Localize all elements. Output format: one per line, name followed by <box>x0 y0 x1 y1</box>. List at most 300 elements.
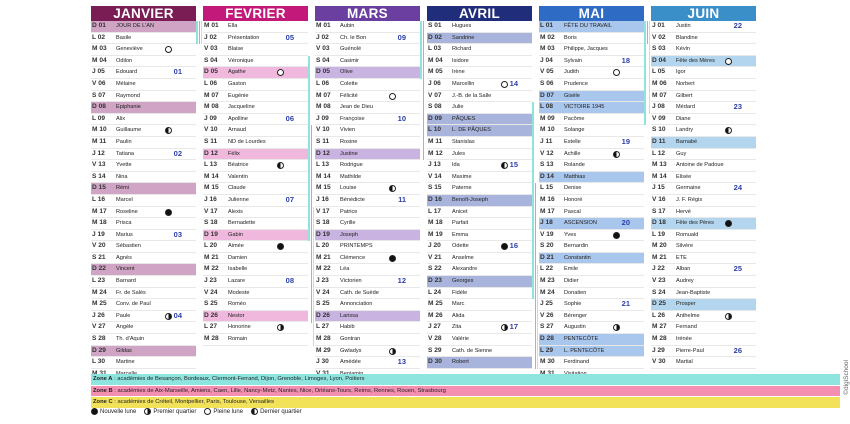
day-row <box>91 125 196 137</box>
day-row <box>91 346 196 358</box>
week-number: 13 <box>397 357 406 367</box>
saint-name: Sébastien <box>116 243 141 250</box>
saint-name: ND de Lourdes <box>228 138 266 145</box>
day-row <box>315 299 420 311</box>
week-number: 25 <box>733 264 742 274</box>
day-row <box>427 114 532 126</box>
saint-name: Georges <box>452 278 474 285</box>
saint-name: Elisée <box>676 173 692 180</box>
day-number: V 13 <box>92 161 106 169</box>
day-number: L 27 <box>316 323 330 331</box>
saint-name: Anthelme <box>676 312 700 319</box>
day-row <box>427 160 532 172</box>
day-row <box>651 230 756 242</box>
day-number: D 16 <box>428 195 442 203</box>
saint-name: Rolande <box>564 162 585 169</box>
saint-name: Présentation <box>228 34 260 41</box>
day-number: J 15 <box>652 184 665 192</box>
saint-name: Estelle <box>564 138 581 145</box>
day-number: M 21 <box>316 253 331 261</box>
day-number: V 03 <box>204 45 218 53</box>
last-quarter-icon <box>613 151 620 158</box>
day-number: J 08 <box>652 103 665 111</box>
day-number: M 20 <box>652 242 667 250</box>
day-number: S 25 <box>316 300 330 308</box>
day-number: M 10 <box>92 126 107 134</box>
saint-name: Marcellin <box>452 80 475 87</box>
legend-last-quarter-label: Dernier quartier <box>260 408 302 415</box>
day-number: M 04 <box>428 56 443 64</box>
day-row <box>651 299 756 311</box>
day-row <box>651 67 756 79</box>
day-number: D 18 <box>652 219 666 227</box>
day-row <box>203 207 308 219</box>
day-row <box>203 125 308 137</box>
day-number: M 07 <box>204 91 219 99</box>
day-number: J 12 <box>92 149 105 157</box>
day-row <box>427 149 532 161</box>
day-number: S 03 <box>652 45 666 53</box>
day-number: S 20 <box>540 242 554 250</box>
day-row <box>651 288 756 300</box>
day-row <box>315 91 420 103</box>
day-number: L 08 <box>540 103 554 111</box>
zone-b-row <box>91 386 840 397</box>
day-number: L 10 <box>428 126 442 134</box>
day-row <box>203 276 308 288</box>
day-number: V 21 <box>428 253 442 261</box>
day-row <box>91 33 196 45</box>
day-row <box>427 33 532 45</box>
day-row <box>315 253 420 265</box>
saint-name: Conv. de Paul <box>116 301 151 308</box>
day-row <box>91 195 196 207</box>
day-row <box>539 149 644 161</box>
day-number: M 03 <box>92 45 107 53</box>
legend-new-moon <box>91 408 136 415</box>
day-number: J 16 <box>204 195 217 203</box>
day-number: J 01 <box>652 22 665 29</box>
saint-name: Fête des Pères <box>676 220 714 227</box>
day-row <box>427 56 532 68</box>
saint-name: Cath. de Suède <box>340 289 379 296</box>
day-row <box>91 322 196 334</box>
saint-name: Odette <box>452 243 469 250</box>
day-row <box>91 218 196 230</box>
saint-name: Martine <box>116 359 135 366</box>
day-row <box>91 160 196 172</box>
saint-name: Donatien <box>564 289 587 296</box>
saint-name: Irénée <box>676 336 692 343</box>
week-number: 04 <box>173 310 182 320</box>
saint-name: Bénédicte <box>340 196 365 203</box>
day-row <box>91 311 196 323</box>
day-number: L 06 <box>204 79 218 87</box>
day-number: M 14 <box>652 172 667 180</box>
day-number: M 29 <box>316 346 331 354</box>
saint-name: Roméo <box>228 301 247 308</box>
day-number: S 07 <box>92 91 106 99</box>
saint-name: Agnès <box>116 254 132 261</box>
day-number: J 05 <box>92 68 105 76</box>
day-number: D 07 <box>540 91 554 99</box>
day-row <box>651 137 756 149</box>
saint-name: Roseline <box>116 208 138 215</box>
saint-name: Jean-Baptiste <box>676 289 711 296</box>
saint-name: Marc <box>452 301 465 308</box>
copyright: ©digiSchool <box>843 360 850 395</box>
day-row <box>315 288 420 300</box>
saint-name: Kévin <box>676 46 690 53</box>
zone-a-label: Zone A <box>93 376 113 382</box>
saint-name: Cath. de Sienne <box>452 347 493 354</box>
day-number: D 21 <box>540 253 554 261</box>
saint-name: Maxime <box>452 173 472 180</box>
day-number: L 19 <box>652 230 666 238</box>
day-number: V 14 <box>428 172 442 180</box>
month-fevrier <box>203 6 308 346</box>
legend-first-quarter-label: Premier quartier <box>153 408 197 415</box>
saint-name: Yvette <box>116 162 132 169</box>
day-row <box>315 183 420 195</box>
saint-name: Emile <box>564 266 578 273</box>
day-number: J 11 <box>540 137 553 145</box>
saint-name: Basile <box>116 34 132 41</box>
day-number: M 28 <box>316 335 331 343</box>
day-row <box>651 334 756 346</box>
day-row <box>539 21 644 33</box>
week-number: 06 <box>285 113 294 123</box>
day-list <box>427 21 532 369</box>
day-row <box>427 137 532 149</box>
day-number: V 24 <box>204 288 218 296</box>
saint-name: Paterne <box>452 185 472 192</box>
day-row <box>91 137 196 149</box>
saint-name: Pascal <box>564 208 581 215</box>
saint-name: Matthias <box>564 173 586 180</box>
day-row <box>539 230 644 242</box>
zone-c-label: Zone C <box>93 399 113 406</box>
day-row <box>315 102 420 114</box>
day-number: L 02 <box>92 33 106 41</box>
saint-name: PRINTEMPS <box>340 243 373 250</box>
day-number: L 01 <box>540 22 554 29</box>
day-row <box>203 334 308 346</box>
saint-name: L. DE PÂQUES <box>452 127 491 134</box>
saint-name: Paule <box>116 312 131 319</box>
day-row <box>315 276 420 288</box>
saint-name: Larissa <box>340 312 359 319</box>
day-row <box>315 322 420 334</box>
day-row <box>203 44 308 56</box>
day-number: J 25 <box>540 300 553 308</box>
saint-name: Gaston <box>228 80 247 87</box>
day-row <box>651 264 756 276</box>
day-number: M 30 <box>540 358 555 366</box>
day-row <box>91 183 196 195</box>
saint-name: Prosper <box>676 301 696 308</box>
saint-name: Fête des Mères <box>676 57 715 64</box>
day-row <box>651 102 756 114</box>
saint-name: Arnaud <box>228 127 247 134</box>
saint-name: Igor <box>676 69 686 76</box>
day-row <box>539 357 644 369</box>
day-number: S 14 <box>92 172 106 180</box>
day-number: S 28 <box>92 335 106 343</box>
day-row <box>427 264 532 276</box>
week-number: 15 <box>509 160 518 170</box>
day-number: D 08 <box>92 103 106 111</box>
legend-first-quarter <box>144 408 196 415</box>
week-number: 07 <box>285 194 294 204</box>
day-row <box>91 241 196 253</box>
moon-legend <box>91 408 302 415</box>
day-number: M 22 <box>204 265 219 273</box>
week-number: 21 <box>621 299 630 309</box>
saint-name: Justin <box>676 23 691 29</box>
week-number: 26 <box>733 345 742 355</box>
day-number: S 21 <box>92 253 106 261</box>
day-row <box>651 172 756 184</box>
day-row <box>91 334 196 346</box>
day-row <box>315 230 420 242</box>
day-number: J 02 <box>204 33 217 41</box>
day-number: J 09 <box>316 114 329 122</box>
saint-name: Claude <box>228 185 246 192</box>
day-list <box>539 21 644 380</box>
day-row <box>539 137 644 149</box>
day-row <box>539 288 644 300</box>
saint-name: Mathilde <box>340 173 362 180</box>
full-moon-icon <box>501 81 508 88</box>
saint-name: Aubin <box>340 23 355 29</box>
saint-name: Léa <box>340 266 350 273</box>
day-number: L 29 <box>540 346 554 354</box>
day-row <box>539 67 644 79</box>
day-row <box>315 56 420 68</box>
saint-name: Augustin <box>564 324 586 331</box>
week-number: 01 <box>173 67 182 77</box>
day-list <box>315 21 420 380</box>
day-row <box>315 172 420 184</box>
saint-name: Médard <box>676 104 695 111</box>
month-header: JUIN <box>651 6 756 21</box>
saint-name: J.-B. de la Salle <box>452 92 492 99</box>
saint-name: Alida <box>452 312 465 319</box>
saint-name: Paulin <box>116 138 132 145</box>
day-row <box>91 276 196 288</box>
saint-name: Edouard <box>116 69 138 76</box>
week-number: 18 <box>621 55 630 65</box>
saint-name: Denise <box>564 185 582 192</box>
month-mai <box>539 6 644 380</box>
day-number: S 22 <box>428 265 442 273</box>
day-number: S 18 <box>204 219 218 227</box>
day-number: S 27 <box>540 323 554 331</box>
day-row <box>91 207 196 219</box>
day-number: S 11 <box>204 137 218 145</box>
day-number: L 09 <box>92 114 106 122</box>
saint-name: Gontran <box>340 336 361 343</box>
saint-name: Bérenger <box>564 312 588 319</box>
saint-name: Valérie <box>452 336 469 343</box>
saint-name: Nestor <box>228 312 245 319</box>
day-row <box>315 357 420 369</box>
day-number: D 01 <box>92 22 106 29</box>
day-number: M 01 <box>204 22 219 29</box>
day-number: V 28 <box>428 335 442 343</box>
day-number: V 03 <box>316 45 330 53</box>
day-number: M 10 <box>540 126 555 134</box>
day-row <box>651 241 756 253</box>
day-number: L 13 <box>204 161 218 169</box>
saint-name: Parfait <box>452 220 469 227</box>
day-row <box>203 102 308 114</box>
saint-name: Diane <box>676 115 691 122</box>
saint-name: Julienne <box>228 196 249 203</box>
day-number: J 02 <box>316 33 329 41</box>
day-row <box>427 207 532 219</box>
day-number: V 05 <box>540 68 554 76</box>
day-number: V 30 <box>652 358 666 366</box>
saint-name: Alix <box>116 115 126 122</box>
day-row <box>539 241 644 253</box>
saint-name: Irène <box>452 69 465 76</box>
saint-name: VICTOIRE 1945 <box>564 104 605 111</box>
day-row <box>427 218 532 230</box>
day-list <box>203 21 308 346</box>
day-row <box>427 79 532 91</box>
day-number: L 16 <box>92 195 106 203</box>
saint-name: Guillaume <box>116 127 142 134</box>
day-number: S 17 <box>652 207 666 215</box>
day-row <box>539 207 644 219</box>
saint-name: Rodrigue <box>340 162 363 169</box>
week-number: 14 <box>509 78 518 88</box>
day-row <box>91 67 196 79</box>
day-row <box>651 114 756 126</box>
saint-name: Aimée <box>228 243 244 250</box>
day-row <box>539 44 644 56</box>
day-row <box>539 218 644 230</box>
day-row <box>427 91 532 103</box>
saint-name: Cyrille <box>340 220 356 227</box>
legend-last-quarter <box>251 408 302 415</box>
day-row <box>91 253 196 265</box>
saint-name: Damien <box>228 254 248 261</box>
saint-name: Gisèle <box>564 92 580 99</box>
day-number: V 16 <box>652 195 666 203</box>
saint-name: Emma <box>452 231 469 238</box>
saint-name: Robert <box>452 359 469 366</box>
day-number: L 12 <box>652 149 666 157</box>
saint-name: Th. d'Aquin <box>116 336 145 343</box>
day-row <box>651 160 756 172</box>
saint-name: Norbert <box>676 80 695 87</box>
day-number: M 25 <box>92 300 107 308</box>
day-number: M 18 <box>428 219 443 227</box>
day-number: V 19 <box>540 230 554 238</box>
day-number: D 12 <box>204 149 218 157</box>
saint-name: Alexandre <box>452 266 478 273</box>
day-row <box>427 311 532 323</box>
legend-full-moon <box>204 408 243 415</box>
day-row <box>315 125 420 137</box>
day-row <box>427 172 532 184</box>
day-number: M 25 <box>428 300 443 308</box>
saint-name: Habib <box>340 324 355 331</box>
day-number: J 18 <box>540 219 553 227</box>
day-row <box>651 311 756 323</box>
saint-name: Julie <box>452 104 464 111</box>
day-number: D 14 <box>540 172 554 180</box>
day-number: S 18 <box>316 219 330 227</box>
day-row <box>539 160 644 172</box>
day-number: M 08 <box>316 103 331 111</box>
day-row <box>203 218 308 230</box>
day-row <box>539 114 644 126</box>
saint-name: Angèle <box>116 324 134 331</box>
day-row <box>651 322 756 334</box>
saint-name: Fr. de Salès <box>116 289 146 296</box>
day-row <box>91 357 196 369</box>
day-number: M 03 <box>540 45 555 53</box>
day-number: L 17 <box>428 207 442 215</box>
day-row <box>651 125 756 137</box>
saint-name: Antoine de Padoue <box>676 162 724 169</box>
day-number: D 23 <box>428 277 442 285</box>
day-row <box>315 218 420 230</box>
day-row <box>539 183 644 195</box>
week-number: 02 <box>173 148 182 158</box>
day-number: J 30 <box>316 358 329 366</box>
day-row <box>427 334 532 346</box>
day-number: M 28 <box>204 335 219 343</box>
saint-name: Barnabé <box>676 138 698 145</box>
day-number: M 04 <box>92 56 107 64</box>
saint-name: Barnard <box>116 278 136 285</box>
new-moon-icon <box>165 209 172 216</box>
day-number: J 22 <box>652 265 665 273</box>
saint-name: Zita <box>452 324 462 331</box>
saint-name: Vincent <box>116 266 135 273</box>
day-row <box>203 91 308 103</box>
day-row <box>427 21 532 33</box>
day-row <box>539 276 644 288</box>
saint-name: Olive <box>340 69 353 76</box>
day-number: J 23 <box>204 277 217 285</box>
day-number: S 11 <box>316 137 330 145</box>
saint-name: Félicité <box>340 92 358 99</box>
day-number: M 15 <box>204 184 219 192</box>
day-row <box>315 137 420 149</box>
day-row <box>427 276 532 288</box>
day-row <box>427 183 532 195</box>
saint-name: Jules <box>452 150 466 157</box>
day-number: M 21 <box>204 253 219 261</box>
day-number: L 13 <box>316 161 330 169</box>
day-number: J 23 <box>316 277 329 285</box>
day-row <box>651 183 756 195</box>
day-number: J 04 <box>540 56 553 64</box>
day-row <box>651 149 756 161</box>
saint-name: Ferdinand <box>564 359 590 366</box>
day-number: V 17 <box>316 207 330 215</box>
day-row <box>427 195 532 207</box>
first-quarter-icon <box>725 313 732 320</box>
day-number: J 13 <box>428 161 441 169</box>
day-row <box>651 357 756 369</box>
